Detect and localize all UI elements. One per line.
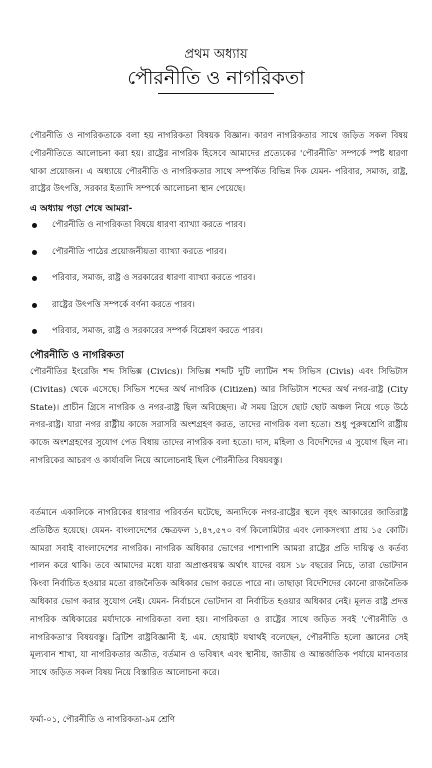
bullet-icon xyxy=(32,276,37,281)
chapter-label: প্রথম অধ্যায় xyxy=(184,47,248,62)
list-item xyxy=(30,244,408,271)
section-heading: পৌরনীতি ও নাগরিকতা xyxy=(30,350,124,361)
list-item xyxy=(30,323,408,350)
objective-text: পরিবার, সমাজ, রাষ্ট্র ও সরকারের সম্পর্ক বিশ্লেষণ করতে পারব। xyxy=(52,326,263,337)
objective-text: পরিবার, সমাজ, রাষ্ট্র ও সরকারের ধারণা ব্যাখ্যা করতে পারব। xyxy=(52,273,256,284)
objective-text: রাষ্ট্রের উৎপত্তি সম্পর্কে বর্ণনা করতে পারব। xyxy=(52,299,195,310)
objective-text: পৌরনীতি ও নাগরিকতা বিষয়ে ধারণা ব্যাখ্যা করতে পারব। xyxy=(52,220,246,230)
section-paragraph-2: বর্তমানে একালিকে নাগরিকের ধারণার পরিবর্তন ঘটেছে, অন্যদিকে নগর-রাষ্ট্রের স্থলে বৃহৎ আকারের জাতিরাষ্ট্র প্রতিষ্ঠিত হয়েছে। যেমন- বাংলাদেশের ক্ষেত্রফল ১,৪৭,৫৭০ বর্গ কিলোমিটার এবং লোকসংখ্যা প্রায় ১৫ কোটি। আমরা সবাই বাংলাদেশের নাগরিক। নাগরিক অধিকার ভোগের পাশাপাশি আমরা রাষ্ট্রের প্রতি দায়িত্ব ও কর্তব্য পালন করে থাকি। তবে আমাদের মধ্যে যারা অপ্রাপ্তবয়স্ক অর্থাৎ যাদের বয়স ১৮ বছরের নিচে, তারা ভোটদান কিংবা নির্বাচিত হওয়ার মতো রাজনৈতিক অধিকার ভোগ করতে পারে না। তাছাড়া বিদেশিদের কোনো রাজনৈতিক অধিকার ভোগ করার সুযোগ নেই। যেমন- নির্বাচনে ভোটদান বা নির্বাচিত হওয়ার অধিকার নেই। মূলত রাষ্ট্র প্রদত্ত নাগরিক অধিকারের মর্যাদাকে নাগরিকতা বলা হয়। নাগরিকতা ও রাষ্ট্রের সাথে জড়িত সবই 'পৌরনীতি ও নাগরিকতা'র বিষয়বস্তু। ব্রিটিশ রাষ্ট্রবিজ্ঞানী ই. এম. হোয়াইট যথার্থই বলেছেন, পৌরনীতি হলো জ্ঞানের সেই মূল্যবান শাখা, যা নাগরিকতার অতীত, বর্তমান ও ভবিষ্যৎ এবং স্থানীয়, জাতীয় ও আন্তর্জাতিক পর্যায়ে মানবতার সাথে জড়িত সকল বিষয় নিয়ে বিস্তারিত আলোচনা করে। xyxy=(30,508,408,679)
list-item xyxy=(30,270,408,297)
objectives-list xyxy=(30,217,408,350)
chapter-title: পৌরনীতি ও নাগরিকতা xyxy=(127,67,305,89)
list-item xyxy=(30,217,408,244)
page-footer: ফর্মা-০১, পৌরনীতি ও নাগরিকতা-৯ম শ্রেণি xyxy=(30,715,176,725)
objectives-heading: এ অধ্যায় পড়া শেষে আমরা- xyxy=(30,204,133,214)
title-underline xyxy=(158,93,274,94)
list-item xyxy=(30,297,408,324)
bullet-icon xyxy=(32,329,37,334)
section-paragraph-1: পৌরনীতির ইংরেজি শব্দ সিভিক্স (Civics)। সিভিক্স শব্দটি দুটি ল্যাটিন শব্দ সিভিস (Civis) এবং সিভিটাস (Civitas) থেকে এসেছে। সিভিস শব্দের অর্থ নাগরিক (Citizen) আর সিভিটাস শব্দের অর্থ নগর-রাষ্ট্র (City State)। প্রাচীন গ্রিসে নাগরিক ও নগর-রাষ্ট্র ছিল অবিচ্ছেদ্য। ঐ সময় গ্রিসে ছোট ছোট অঞ্চল নিয়ে গড়ে উঠে নগর-রাষ্ট্র। যারা নগর রাষ্ট্রীয় কাজে সরাসরি অংশগ্রহণ করত, তাদের নাগরিক বলা হতো। শুধু পুরুষশ্রেণি রাষ্ট্রীয় কাজে অংশগ্রহণের সুযোগ পেত বিধায় তাদের নাগরিক বলা হতো। দাস, মহিলা ও বিদেশিদের এ সুযোগ ছিল না। নাগরিকের আচরণ ও কার্যাবলি নিয়ে আলোচনাই ছিল পৌরনীতির বিষয়বস্তু। xyxy=(30,367,408,466)
bullet-icon xyxy=(32,303,37,308)
intro-paragraph: পৌরনীতি ও নাগরিকতাকে বলা হয় নাগরিকতা বিষয়ক বিজ্ঞান। কারণ নাগরিকতার সাথে জড়িত সকল বিষয় পৌরনীতিতে আলোচনা করা হয়। রাষ্ট্রের নাগরিক হিসেবে আমাদের প্রত্যেকের 'পৌরনীতি' সম্পর্কে স্পষ্ট ধারণা থাকা প্রয়োজন। এ অধ্যায়ে পৌরনীতি ও নাগরিকতার সাথে সম্পর্কিত বিভিন্ন দিক যেমন- পরিবার, সমাজ, রাষ্ট্র, রাষ্ট্রের উৎপত্তি, সরকার ইত্যাদি সম্পর্কে আলোচনা স্থান পেয়েছে। xyxy=(30,131,408,195)
bullet-icon xyxy=(32,250,37,255)
bullet-icon xyxy=(32,223,37,228)
objective-text: পৌরনীতি পাঠের প্রয়োজনীয়তা ব্যাখ্যা করতে পারব। xyxy=(52,246,227,257)
